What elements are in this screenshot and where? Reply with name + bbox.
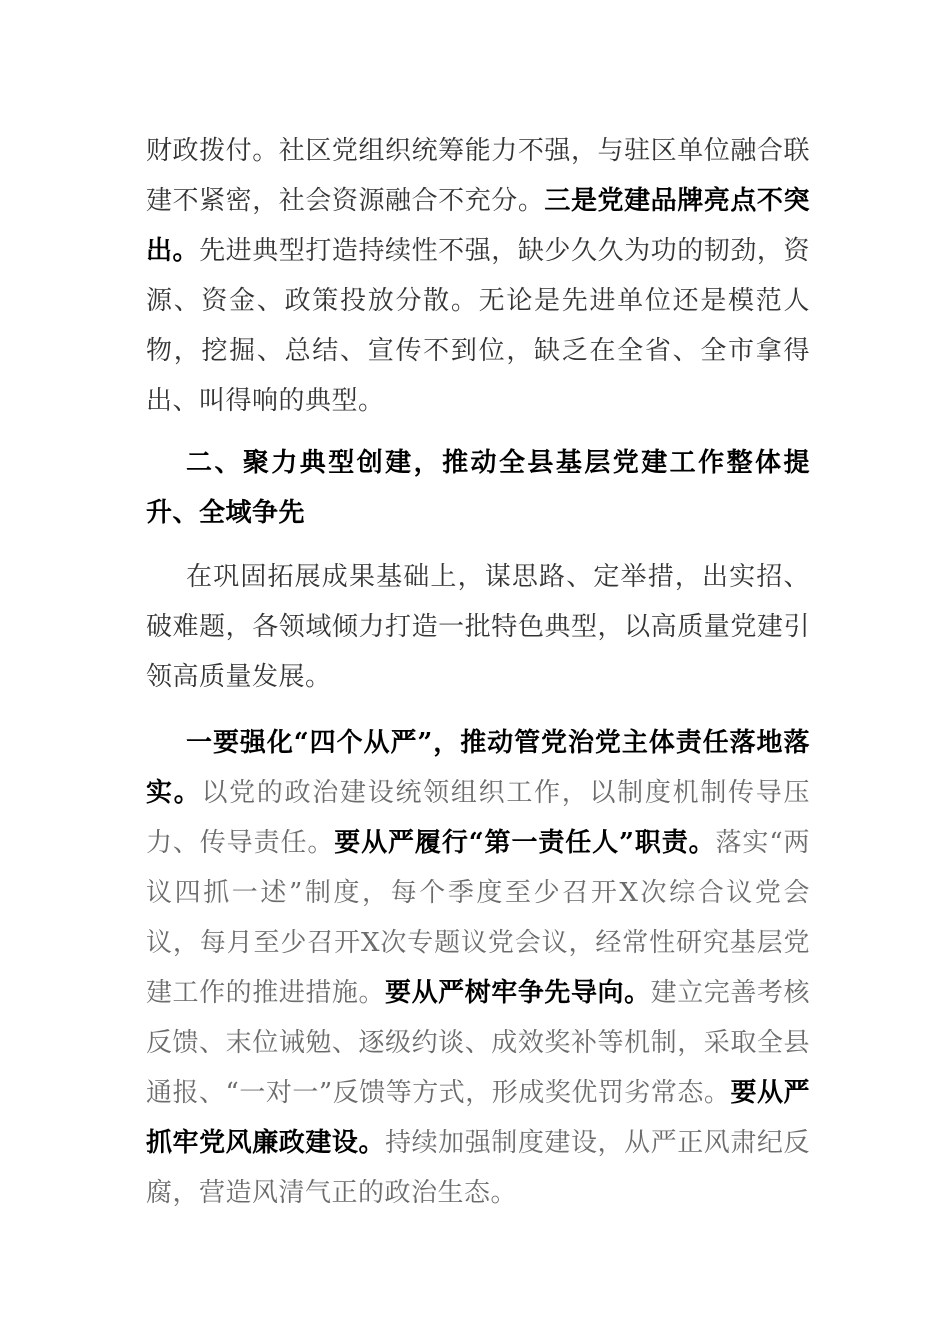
- document-page: [146, 126, 810, 1218]
- paragraph-text: 先进典型打造持续性不强，缺少久久为功的韧劲，资源、资金、政策投放分散。无论是先进单位还是模范人物，挖掘、总结、宣传不到位，缺乏在全省、全市拿得出、叫得响的典型。: [146, 236, 810, 416]
- bold-point: 要从严树牢争先导向。: [385, 978, 651, 1008]
- paragraph-text: 财政拨付。社区党组织统筹能力不强，与驻区单位融合联建不紧密，社会资源融合不充分。: [146, 136, 810, 216]
- paragraph-problems-continued: [146, 126, 810, 426]
- paragraph-section-intro: 在巩固拓展成果基础上，谋思路、定举措，出实招、破难题，各领域倾力打造一批特色典型，以高质量党建引领高质量发展。: [146, 562, 810, 692]
- paragraph-text: 以党的政治建设统领组织工作，以制度机制传导压力、传导责任。: [146, 778, 810, 858]
- bold-point: 要从严履行“第一责任人”职责。: [334, 828, 716, 858]
- section-heading-2: 二、聚力典型创建，推动全县基层党建工作整体提升、全域争先: [146, 448, 810, 528]
- bold-point-three: 三是党建品牌亮点不突出。: [146, 186, 810, 266]
- paragraph-four-strict: [146, 718, 810, 1218]
- bold-point: 要从严抓牢党风廉政建设。: [146, 1078, 810, 1158]
- paragraph-text: 建立完善考核反馈、末位诫勉、逐级约谈、成效奖补等机制，采取全县通报、“一对一”反馈等方式，形成奖优罚劣常态。: [146, 978, 810, 1108]
- paragraph-text: 落实“两议四抓一述”制度，每个季度至少召开X次综合议党会议，每月至少召开X次专题议党会议，经常性研究基层党建工作的推进措施。: [146, 828, 810, 1008]
- bold-lead-sentence: 一要强化“四个从严”，推动管党治党主体责任落地落实。: [146, 728, 810, 808]
- paragraph-text: 持续加强制度建设，从严正风肃纪反腐，营造风清气正的政治生态。: [146, 1128, 810, 1208]
